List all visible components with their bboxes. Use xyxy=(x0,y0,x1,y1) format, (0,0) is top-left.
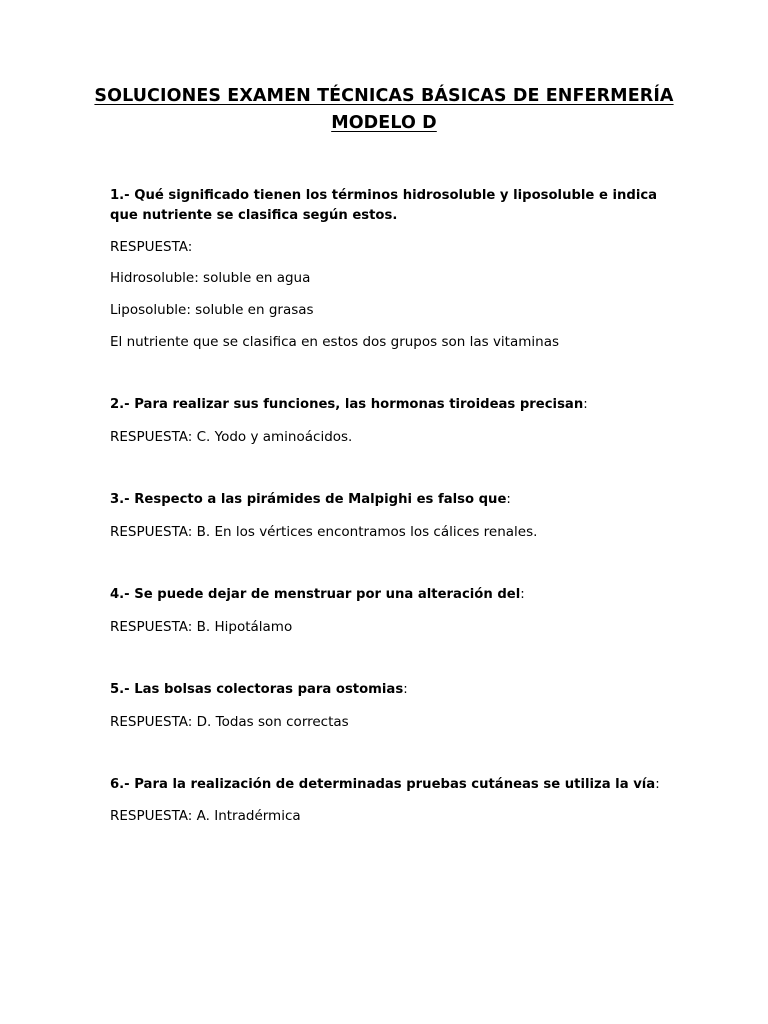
answer-line: Hidrosoluble: soluble en agua xyxy=(110,270,311,286)
answer-line: RESPUESTA: B. Hipotálamo xyxy=(110,619,293,635)
question-text: 6.- Para la realización de determinadas pruebas cutáneas se utiliza la vía: xyxy=(110,777,660,792)
answer-line: RESPUESTA: C. Yodo y aminoácidos. xyxy=(110,429,353,445)
question-text: 5.- Las bolsas colectoras para ostomias: xyxy=(110,682,408,697)
answer-line: RESPUESTA: D. Todas son correctas xyxy=(110,714,349,730)
answer-label: RESPUESTA: xyxy=(110,239,193,255)
question-block-1 xyxy=(110,186,670,226)
question-text: 2.- Para realizar sus funciones, las hormonas tiroideas precisan: xyxy=(110,397,588,412)
answer-line: Liposoluble: soluble en grasas xyxy=(110,302,314,318)
document-subtitle: MODELO D xyxy=(331,113,437,133)
question-text: 1.- Qué significado tienen los términos hidrosoluble y liposoluble e indica que nutriente se clasifica según estos. xyxy=(110,188,658,223)
answer-line: RESPUESTA: B. En los vértices encontramos los cálices renales. xyxy=(110,524,538,540)
document-title: SOLUCIONES EXAMEN TÉCNICAS BÁSICAS DE ENFERMERÍA xyxy=(94,86,674,106)
answer-line: El nutriente que se clasifica en estos dos grupos son las vitaminas xyxy=(110,334,560,350)
question-text: 3.- Respecto a las pirámides de Malpighi es falso que: xyxy=(110,492,511,507)
answer-line: RESPUESTA: A. Intradérmica xyxy=(110,808,301,824)
question-text: 4.- Se puede dejar de menstruar por una alteración del: xyxy=(110,587,525,602)
